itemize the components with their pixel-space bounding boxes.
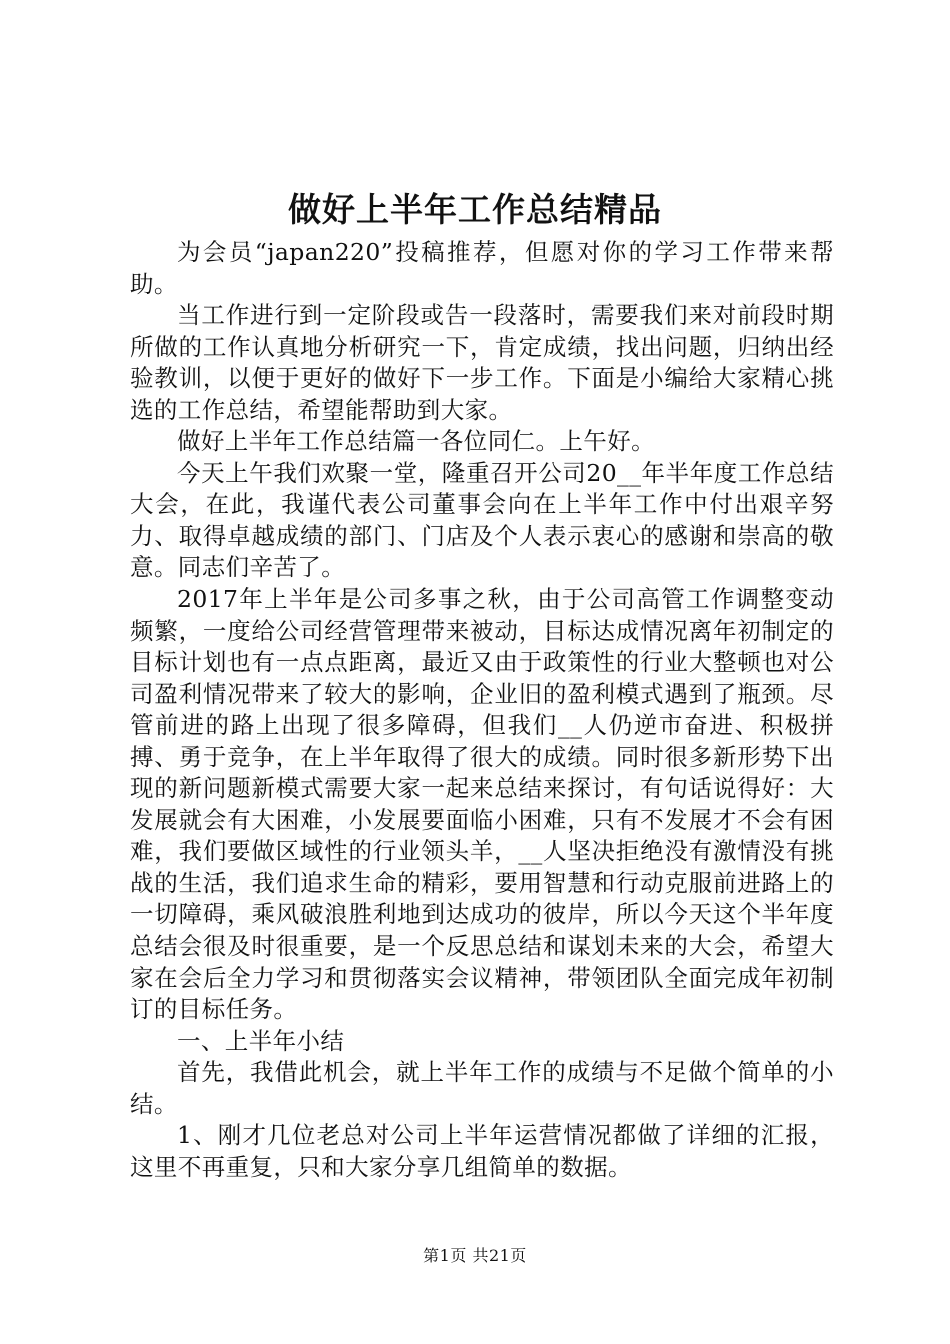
document-body [130,237,834,1183]
document-title: 做好上半年工作总结精品 [288,190,662,229]
paragraph-greeting: 做好上半年工作总结篇一各位同仁。上午好。 [177,427,655,456]
paragraph-overview: 2017年上半年是公司多事之秋，由于公司高管工作调整变动频繁，一度给公司经营管理带来被动，目标达成情况离年初制定的目标计划也有一点点距离，最近又由于政策性的行业大整顿也对公司盈利情况带来了较大的影响，企业旧的盈利模式遇到了瓶颈。尽管前进的路上出现了很多障碍，但我们__人仍逆市奋进、积极拼搏、勇于竞争，在上半年取得了很大的成绩。同时很多新形势下出现的新问题新模式需要大家一起来总结来探讨，有句话说得好：大发展就会有大困难，小发展要面临小困难，只有不发展才不会有困难，我们要做区域性的行业领头羊，__人坚决拒绝没有激情没有挑战的生活，我们追求生命的精彩，要用智慧和行动克服前进路上的一切障碍，乘风破浪胜利地到达成功的彼岸，所以今天这个半年度总结会很及时很重要，是一个反思总结和谋划未来的大会，希望大家在会后全力学习和贯彻落实会议精神，带领团队全面完成年初制订的目标任务。 [130,585,834,1024]
paragraph-preface: 当工作进行到一定阶段或告一段落时，需要我们来对前段时期所做的工作认真地分析研究一下，肯定成绩，找出问题，归纳出经验教训，以便于更好的做好下一步工作。下面是小编给大家精心挑选的工作总结，希望能帮助到大家。 [130,301,834,424]
paragraph-intro: 为会员“japan220”投稿推荐，但愿对你的学习工作带来帮助。 [130,238,834,298]
paragraph-opening: 今天上午我们欢聚一堂，隆重召开公司20__年半年度工作总结大会，在此，我谨代表公司董事会向在上半年工作中付出艰辛努力、取得卓越成绩的部门、门店及个人表示衷心的感谢和崇高的敬意。同志们辛苦了。 [130,458,834,582]
paragraph-data-intro: 1、刚才几位老总对公司上半年运营情况都做了详细的汇报，这里不再重复，只和大家分享几组简单的数据。 [130,1121,834,1181]
section-heading: 一、上半年小结 [177,1026,345,1055]
paragraph-summary: 首先，我借此机会，就上半年工作的成绩与不足做个简单的小结。 [130,1058,834,1118]
page-footer: 第1页 共21页 [423,1246,527,1265]
